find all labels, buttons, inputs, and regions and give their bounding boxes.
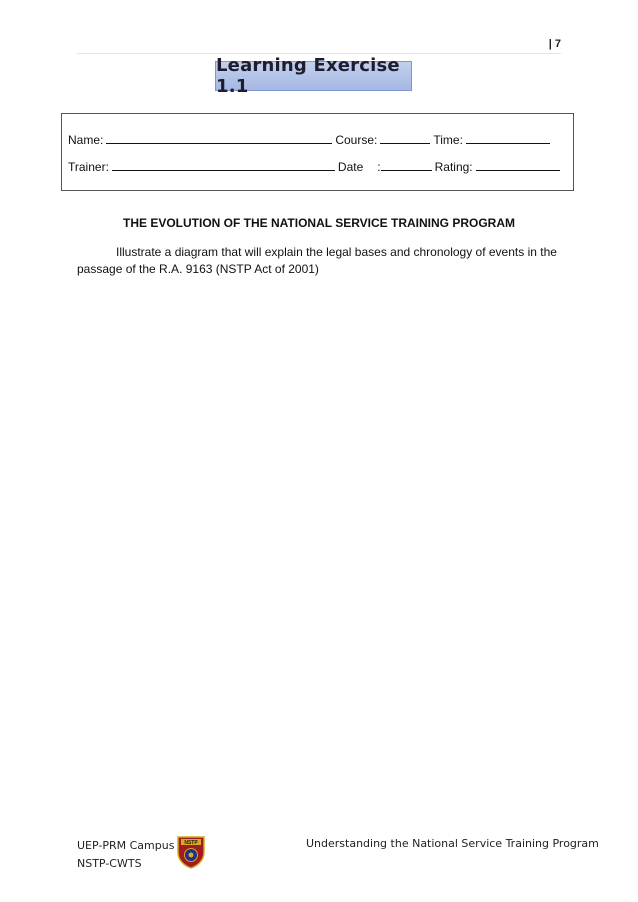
- date-label: Date: [337, 160, 364, 174]
- footer-campus-block: [77, 837, 174, 873]
- info-row-name: [68, 131, 553, 147]
- name-blank[interactable]: [106, 131, 332, 144]
- logo-text: NSTP: [184, 840, 198, 846]
- date-colon: :: [377, 160, 381, 174]
- date-blank[interactable]: [381, 158, 432, 171]
- student-info-box: [61, 113, 574, 191]
- name-label: Name:: [68, 133, 104, 147]
- footer-course-title: Understanding the National Service Training Program: [306, 837, 599, 850]
- page-number: | 7: [548, 38, 561, 50]
- rating-label: Rating:: [434, 160, 473, 174]
- footer-campus: UEP-PRM Campus: [77, 839, 175, 852]
- exercise-title: Learning Exercise 1.1: [215, 61, 412, 91]
- header-divider: [77, 53, 561, 54]
- trainer-blank[interactable]: [112, 158, 335, 171]
- footer-program: NSTP-CWTS: [77, 857, 142, 870]
- trainer-label: Trainer:: [68, 160, 109, 174]
- instructions-text: Illustrate a diagram that will explain the legal bases and chronology of events in the passage of the R.A. 9163 (NSTP Act of 2001): [77, 245, 557, 276]
- info-row-trainer: [68, 158, 563, 174]
- section-heading: THE EVOLUTION OF THE NATIONAL SERVICE TRAINING PROGRAM: [122, 216, 515, 230]
- rating-blank[interactable]: [476, 158, 560, 171]
- course-blank[interactable]: [380, 131, 430, 144]
- course-label: Course:: [335, 133, 378, 147]
- time-label: Time:: [433, 133, 463, 147]
- nstp-logo: [176, 835, 206, 869]
- time-blank[interactable]: [466, 131, 550, 144]
